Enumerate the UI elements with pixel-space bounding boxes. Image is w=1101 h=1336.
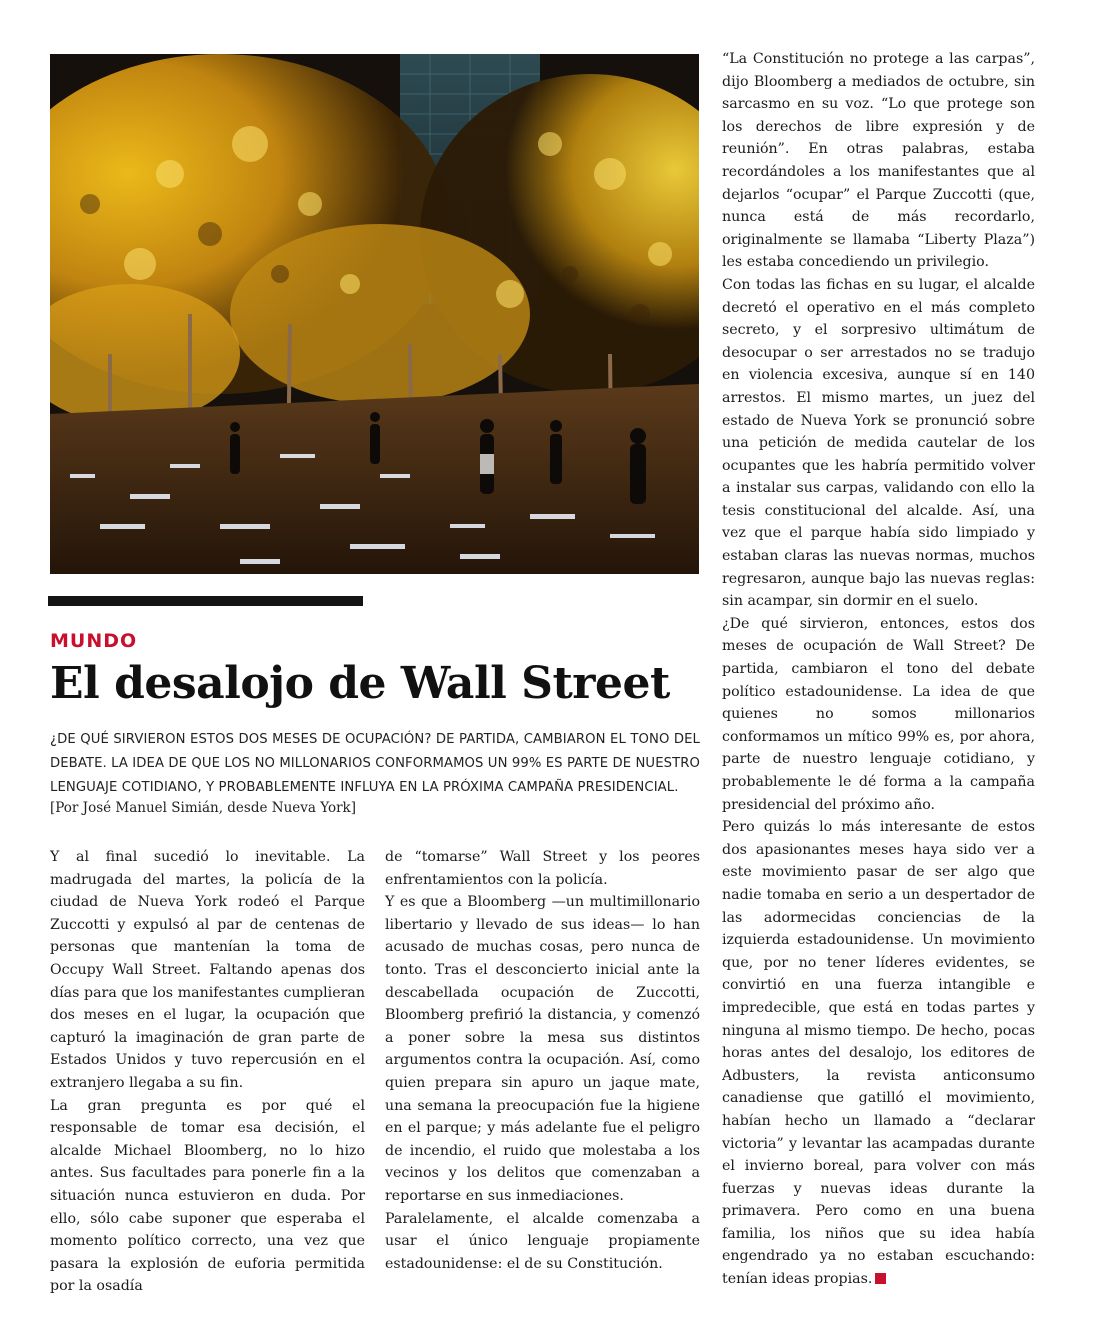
paragraph: La gran pregunta es por qué el responsable de tomar esa decisión, el alcalde Michael Bloomberg, no lo hizo antes. Sus facultades para ponerle fin a la situación nunca estuvieron en duda. Por ello, sólo cabe suponer que esperaba el momento político correcto, una vez que pasara la explosión de euforia permitida por la osadía xyxy=(50,1097,365,1295)
deck-summary: ¿DE QUÉ SIRVIERON ESTOS DOS MESES DE OCUPACIÓN? DE PARTIDA, CAMBIARON EL TONO DEL DEBATE. LA IDEA DE QUE LOS NO MILLONARIOS CONFORMAMOS UN 99% ES PARTE DE NUESTRO LENGUAJE COTIDIANO, Y PROBABLEMENTE INFLUYA EN LA PRÓXIMA CAMPAÑA PRESIDENCIAL. xyxy=(50,732,700,795)
paragraph: de “tomarse” Wall Street y los peores enfrentamientos con la policía. xyxy=(385,849,700,888)
article-column-1 xyxy=(50,846,365,1298)
paragraph: Y es que a Bloomberg —un multimillonario libertario y llevado de sus ideas— lo han acusado de muchas cosas, pero nunca de tonto. Tras el desconcierto inicial ante la descabellada ocupación de Zuccotti, Bloomberg prefirió la distancia, y comenzó a poner sobre la mesa sus distintos argumentos contra la ocupación. Así, como quien prepara sin apuro un jaque mate, una semana la preocupación fue la higiene en el parque; y más adelante fue el peligro de incendio, el ruido que molestaba a los vecinos y los delitos que comenzaban a reportarse en sus inmediaciones. xyxy=(385,894,700,1204)
paragraph: Con todas las fichas en su lugar, el alcalde decretó el operativo en el más completo secreto, y el sorpresivo ultimátum de desocupar o ser arrestados no se tradujo en violencia excesiva, aunque sí en 140 arrestos. El mismo martes, un juez del estado de Nueva York se pronunció sobre una petición de medida cautelar de los ocupantes que les habría permitido volver a instalar sus carpas, validando con ello la tesis constitucional del alcalde. Así, una vez que el parque había sido limpiado y estaban claras las nuevas normas, muchos regresaron, aunque bajo las nuevas reglas: sin acampar, sin dormir en el suelo. xyxy=(722,276,1035,610)
article-photo xyxy=(50,54,699,574)
paragraph: ¿De qué sirvieron, entonces, estos dos meses de ocupación de Wall Street? De partida, cambiaron el tono del debate político estadounidense. La idea de que quienes no somos millonarios conformamos un mítico 99% es, por ahora, parte de nuestro lenguaje cotidiano, y probablemente le dé forma a la campaña presidencial del próximo año. xyxy=(722,615,1035,813)
section-rule xyxy=(48,596,363,606)
paragraph: Y al final sucedió lo inevitable. La madrugada del martes, la policía de la ciudad de Nueva York rodeó el Parque Zuccotti y expulsó al par de centenas de personas que mantenían la toma de Occupy Wall Street. Faltando apenas dos días para que los manifestantes cumplieran dos meses en el lugar, la ocupación que capturó la imaginación de gran parte de Estados Unidos y tuvo repercusión en el extranjero llegaba a su fin. xyxy=(50,849,365,1091)
paragraph: Paralelamente, el alcalde comenzaba a usar el único lenguaje propiamente estadounidense: el de su Constitución. xyxy=(385,1210,700,1272)
paragraph: “La Constitución no protege a las carpas”, dijo Bloomberg a mediados de octubre, sin sarcasmo en su voz. “Lo que protege son los derechos de libre expresión y de reunión”. En otras palabras, estaba recordándoles a los manifestantes que al dejarlos “ocupar” el Parque Zuccotti (que, nunca está de más recordarlo, originalmente se llamaba “Liberty Plaza”) les estaba concediendo un privilegio. xyxy=(722,51,1035,271)
article-column-2 xyxy=(385,846,700,1275)
headline: El desalojo de Wall Street xyxy=(50,658,670,709)
byline: [Por José Manuel Simián, desde Nueva York] xyxy=(50,800,357,816)
article-column-3 xyxy=(722,48,1035,1291)
park-night-photo xyxy=(50,54,699,574)
paragraph-text: Pero quizás lo más interesante de estos dos apasionantes meses haya sido ver a este movimiento pasar de ser algo que nadie tomaba en serio a un despertador de las adormecidas conciencias de la izquierda estadounidense. Un movimiento que, por no tener líderes evidentes, se convirtió en una fuerza intangible e impredecible, que está en todas partes y ninguna al mismo tiempo. De hecho, pocas horas antes del desalojo, los editores de Adbusters, la revista anticonsumo canadiense que gatilló el movimiento, habían hecho un llamado a “declarar victoria” y levantar las acampadas durante el invierno boreal, para volver con más fuerzas y nuevas ideas durante la primavera. Pero como en una buena familia, los niños que su idea había engendrado ya no estaban escuchando: tenían ideas propias. xyxy=(722,819,1035,1288)
end-mark-icon xyxy=(875,1273,886,1284)
section-label: MUNDO xyxy=(50,630,138,652)
paragraph-last xyxy=(722,816,1035,1290)
